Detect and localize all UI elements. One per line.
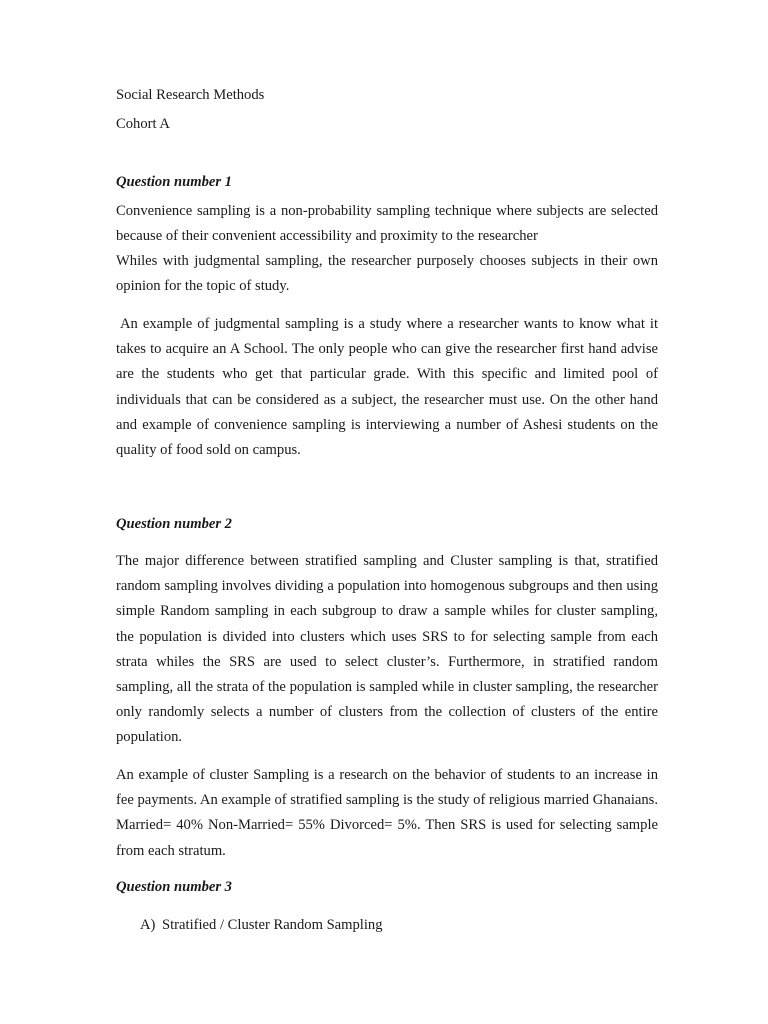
question-3-heading: Question number 3 bbox=[116, 879, 232, 895]
course-title: Social Research Methods bbox=[116, 87, 265, 103]
question-1-heading: Question number 1 bbox=[116, 174, 232, 190]
question-1-paragraph-1: Convenience sampling is a non-probability sampling technique where subjects are selected because of their convenient accessibility and proximity to the researcher bbox=[116, 203, 658, 245]
list-item-text: Stratified / Cluster Random Sampling bbox=[162, 917, 383, 933]
list-marker: A) bbox=[140, 917, 156, 933]
question-1-paragraph-2: Whiles with judgmental sampling, the researcher purposely chooses subjects in their own opinion for the topic of study. bbox=[116, 253, 658, 295]
question-2-heading: Question number 2 bbox=[116, 516, 232, 532]
question-2-paragraph-1: The major difference between stratified sampling and Cluster sampling is that, stratified random sampling involves dividing a population into homogenous subgroups and then using simple Random sampling in each subgroup to draw a sample whiles for cluster sampling, the population is divided into clusters which uses SRS to for selecting sample from each strata whiles the SRS are used to select cluster’s. Furthermore, in stratified random sampling, all the strata of the population is sampled while in cluster sampling, the researcher only randomly selects a number of clusters from the collection of clusters of the entire population. bbox=[116, 553, 658, 746]
question-3-list-item bbox=[140, 917, 383, 934]
question-1-paragraph-3: An example of judgmental sampling is a study where a researcher wants to know what it takes to acquire an A School. The only people who can give the researcher first hand advise are the students who get that particular grade. With this specific and limited pool of individuals that can be considered as a subject, the researcher must use. On the other hand and example of convenience sampling is interviewing a number of Ashesi students on the quality of food sold on campus. bbox=[116, 316, 658, 459]
cohort-label: Cohort A bbox=[116, 116, 170, 132]
question-2-paragraph-2: An example of cluster Sampling is a research on the behavior of students to an increase in fee payments. An example of stratified sampling is the study of religious married Ghanaians. Married= 40% Non-Married= 55% Divorced= 5%. Then SRS is used for selecting sample from each stratum. bbox=[116, 767, 658, 859]
